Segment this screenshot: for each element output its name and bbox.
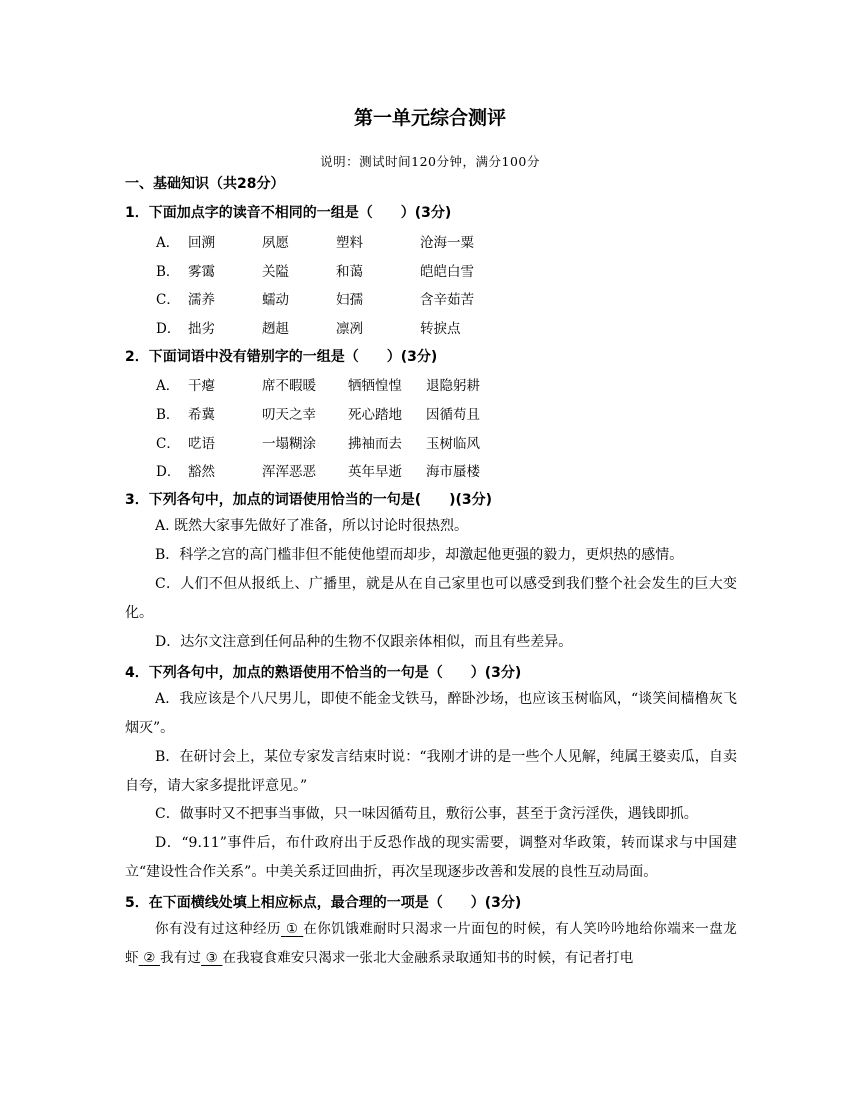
question-3-option-c: C．人们不但从报纸上、广播里，就是从在自己家里也可以感受到我们整个社会发生的巨大变化。: [125, 576, 737, 621]
page-title: 第一单元综合测评: [353, 107, 506, 129]
question-2-option-c: C． 呓语 一塌糊涂 拂袖而去 玉树临风: [156, 436, 480, 452]
question-1-stem: 1．下面加点字的读音不相同的一组是（ ）(3分): [125, 205, 452, 221]
question-2-option-d: D． 豁然 浑浑恶恶 英年早逝 海市蜃楼: [156, 464, 480, 480]
question-4-option-a: A．我应该是个八尺男儿，即使不能金戈铁马，醉卧沙场，也应该玉树临风，“谈笑间樯橹灰飞烟灭”。: [125, 691, 737, 736]
blank-3: ③: [205, 950, 218, 966]
question-1-option-c: C． 濡养 蠕动 妇孺 含辛茹苦: [156, 292, 474, 308]
question-4-option-c: C．做事时又不把事当事做，只一味因循苟且，敷衍公事，甚至于贪污淫佚，遇钱即抓。: [155, 806, 698, 822]
question-5-passage: 你有没有过这种经历 ① 在你饥饿难耐时只渴求一片面包的时候，有人笑吟吟地给你端来一盘龙虾 ② 我有过 ③ 在我寝食难安只渴求一张北大金融系录取通知书的时候，有记者打电: [125, 921, 737, 966]
blank-2: ②: [143, 950, 156, 966]
question-1-option-b: B． 雾霭 关隘 和蔼 皑皑白雪: [156, 264, 474, 280]
question-3-option-b: B．科学之宫的高门槛非但不能使他望而却步，却激起他更强的毅力，更炽热的感情。: [155, 547, 684, 563]
blank-1: ①: [285, 921, 299, 937]
question-5-stem: 5．在下面横线处填上相应标点，最合理的一项是（ ）(3分): [125, 895, 522, 911]
question-3-option-a: A. 既然大家事先做好了准备，所以讨论时很热烈。: [155, 518, 469, 534]
question-3-stem: 3．下列各句中，加点的词语使用恰当的一句是( )(3分): [125, 492, 493, 508]
question-4-option-d: D．“9.11”事件后，布什政府出于反恐作战的现实需要，调整对华政策，转而谋求与中国建立“建设性合作关系”。中美关系迂回曲折，再次呈现逐步改善和发展的良性互动局面。: [125, 835, 737, 880]
section-heading: 一、基础知识（共28分）: [125, 176, 285, 192]
question-2-stem: 2．下面词语中没有错别字的一组是（ ）(3分): [125, 349, 438, 365]
question-2-option-a: A． 干瘪 席不暇暖 牺牺惶惶 退隐躬耕: [156, 378, 480, 394]
exam-note: 说明：测试时间120分钟，满分100分: [320, 154, 540, 169]
question-1-option-d: D． 拙劣 趔趄 凛冽 转捩点: [156, 321, 461, 337]
question-4-stem: 4．下列各句中，加点的熟语使用不恰当的一句是（ ）(3分): [125, 665, 522, 681]
question-3-option-d: D．达尔文注意到任何品种的生物不仅跟亲体相似，而且有些差异。: [155, 634, 573, 650]
question-2-option-b: B． 希冀 叨天之幸 死心踏地 因循苟且: [156, 407, 480, 423]
question-4-option-b: B．在研讨会上，某位专家发言结束时说：“我刚才讲的是一些个人见解，纯属王婆卖瓜，自卖自夸，请大家多提批评意见。”: [125, 749, 737, 794]
question-1-option-a: A． 回溯 夙愿 塑料 沧海一粟: [156, 235, 474, 251]
